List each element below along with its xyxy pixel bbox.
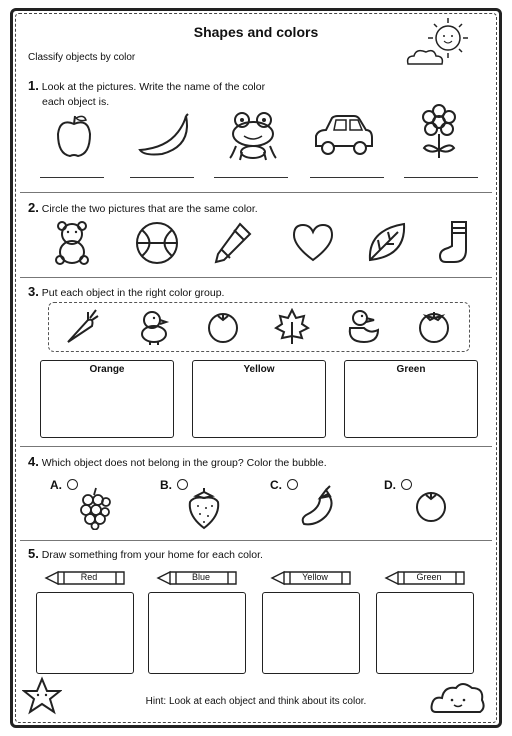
section-divider: [20, 277, 492, 278]
leaf-icon[interactable]: [364, 220, 410, 266]
flower-icon: [416, 104, 462, 162]
color-group-orange[interactable]: [40, 360, 174, 438]
question-number: 2.: [28, 200, 39, 215]
banana-icon: [136, 112, 194, 160]
crayon-label-blue: Blue: [156, 570, 240, 586]
tomato-icon[interactable]: [416, 308, 452, 344]
color-group-green[interactable]: [344, 360, 478, 438]
drawing-box-red[interactable]: [36, 592, 134, 674]
option-a: A.: [50, 478, 78, 492]
group-label: Green: [396, 364, 426, 375]
drawing-box-yellow[interactable]: [262, 592, 360, 674]
worksheet-subtitle: Classify objects by color: [28, 52, 136, 63]
section-divider: [20, 192, 492, 193]
question-text: Look at the pictures. Write the name of the color: [41, 81, 266, 93]
question-1: [28, 78, 265, 110]
color-group-yellow[interactable]: [192, 360, 326, 438]
crayon-label-yellow: Yellow: [270, 570, 354, 586]
worksheet-title: Shapes and colors: [193, 24, 319, 40]
option-c: C.: [270, 478, 298, 492]
answer-bubble-c[interactable]: [287, 479, 298, 490]
duck-icon[interactable]: [346, 308, 380, 346]
blueberry-icon[interactable]: [206, 310, 240, 344]
question-4: [28, 454, 327, 471]
question-number: 5.: [28, 546, 39, 561]
object-bank: [48, 302, 470, 352]
ball-icon[interactable]: [134, 220, 180, 266]
apple-icon: [52, 112, 96, 160]
section-divider: [20, 446, 492, 447]
question-number: 4.: [28, 454, 39, 469]
question-2: [28, 200, 258, 217]
eggplant-icon: [298, 484, 338, 528]
answer-line-2[interactable]: [130, 177, 194, 178]
question-text: Which object does not belong in the group? Color the bubble.: [41, 457, 327, 469]
car-icon: [312, 112, 376, 158]
question-number: 1.: [28, 78, 39, 93]
heart-icon[interactable]: [290, 222, 336, 264]
crayon-label-green: Green: [384, 570, 468, 586]
carrot-icon[interactable]: [64, 308, 100, 346]
drawing-box-blue[interactable]: [148, 592, 246, 674]
sun-cloud-icon: [400, 14, 480, 74]
sock-icon[interactable]: [436, 220, 472, 266]
question-text: Put each object in the right color group.: [41, 287, 225, 299]
teddy-bear-icon[interactable]: [52, 220, 92, 266]
cloud-icon: [428, 678, 488, 716]
maple-leaf-icon[interactable]: [274, 308, 310, 346]
option-d: D.: [384, 478, 412, 492]
strawberry-icon: [186, 486, 222, 530]
answer-line-4[interactable]: [310, 177, 384, 178]
group-label: Orange: [89, 364, 125, 375]
question-text-cont: each object is.: [42, 96, 110, 108]
answer-line-5[interactable]: [404, 177, 478, 178]
blueberry-icon: [414, 486, 448, 524]
chick-icon[interactable]: [138, 308, 170, 346]
crayon-icon[interactable]: [210, 220, 254, 266]
answer-line-3[interactable]: [214, 177, 288, 178]
frog-icon: [226, 108, 280, 162]
option-b: B.: [160, 478, 188, 492]
question-number: 3.: [28, 284, 39, 299]
question-text: Draw something from your home for each color.: [41, 549, 263, 561]
grapes-icon: [78, 486, 112, 530]
answer-line-1[interactable]: [40, 177, 104, 178]
drawing-box-green[interactable]: [376, 592, 474, 674]
answer-bubble-d[interactable]: [401, 479, 412, 490]
question-5: [28, 546, 263, 563]
hint-text: Hint: Look at each object and think about its color.: [145, 696, 367, 707]
section-divider: [20, 540, 492, 541]
answer-bubble-a[interactable]: [67, 479, 78, 490]
question-3: [28, 284, 224, 301]
group-label: Yellow: [243, 364, 275, 375]
question-text: Circle the two pictures that are the same color.: [41, 203, 258, 215]
crayon-label-red: Red: [44, 570, 128, 586]
